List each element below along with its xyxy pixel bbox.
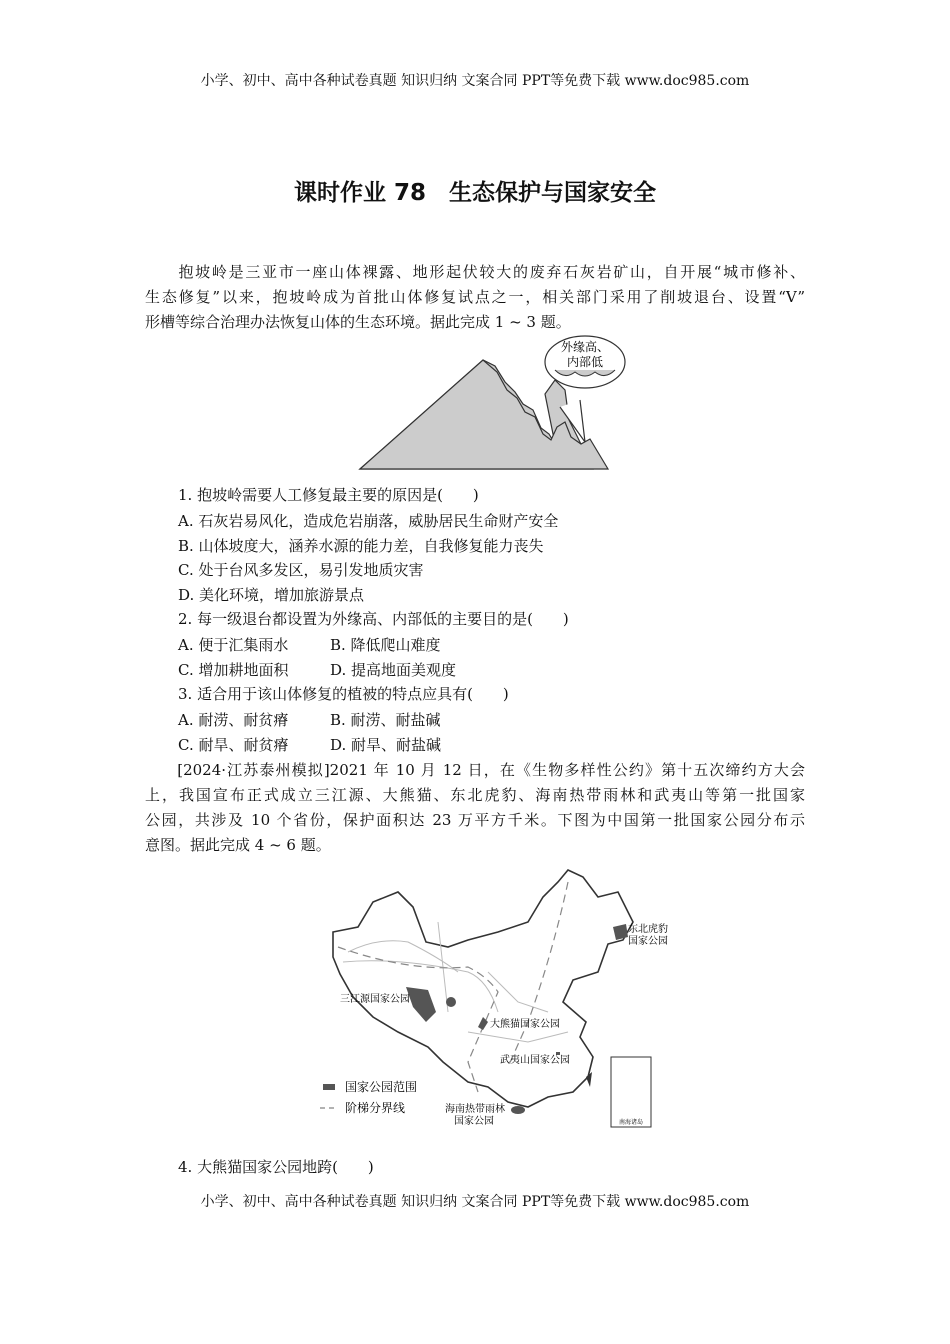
passage2-line: 上，我国宣布正式成立三江源、大熊猫、东北虎豹、海南热带雨林和武夷山等第一批国家 xyxy=(145,786,805,804)
option-row xyxy=(178,709,441,730)
option: C. 增加耕地面积 xyxy=(178,661,289,679)
question-1: 1. 抱坡岭需要人工修复最主要的原因是( ) xyxy=(178,486,479,504)
option: B. 山体坡度大，涵养水源的能力差，自我修复能力丧失 xyxy=(178,537,544,555)
china-national-parks-map xyxy=(318,862,693,1130)
passage2-line: 公园，共涉及 10 个省份，保护面积达 23 万平方千米。下图为中国第一批国家公园分布示 xyxy=(145,811,805,829)
option: A. 石灰岩易风化，造成危岩崩落，威胁居民生命财产安全 xyxy=(178,512,559,530)
map-label: 国家公园 xyxy=(628,936,668,947)
option-row xyxy=(178,659,456,680)
map-label: 三江源国家公园 xyxy=(340,994,410,1005)
passage2-line: 意图。据此完成 4 ~ 6 题。 xyxy=(145,836,331,854)
legend-park-swatch xyxy=(323,1084,335,1090)
option-row xyxy=(178,634,441,655)
legend-label: 阶梯分界线 xyxy=(345,1101,406,1115)
question-3: 3. 适合用于该山体修复的植被的特点应具有( ) xyxy=(178,685,509,703)
callout-label: 内部低 xyxy=(566,355,604,369)
passage1-line: 形槽等综合治理办法恢复山体的生态环境。据此完成 1 ~ 3 题。 xyxy=(145,313,571,331)
question-2: 2. 每一级退台都设置为外缘高、内部低的主要目的是( ) xyxy=(178,610,569,628)
option: B. 耐涝、耐盐碱 xyxy=(330,711,441,729)
mountain-figure xyxy=(355,332,635,474)
map-label: 海南热带雨林 xyxy=(445,1104,505,1115)
page-footer: 小学、初中、高中各种试卷真题 知识归纳 文案合同 PPT等免费下载 www.doc985.com xyxy=(200,1194,750,1210)
option: D. 美化环境，增加旅游景点 xyxy=(178,586,365,604)
option: D. 提高地面美观度 xyxy=(330,661,457,679)
option: A. 便于汇集雨水 xyxy=(178,636,289,654)
map-label: 武夷山国家公园 xyxy=(500,1055,570,1066)
legend-label: 国家公园范围 xyxy=(345,1080,418,1094)
option-row xyxy=(178,734,441,755)
passage1-line: 抱坡岭是三亚市一座山体裸露、地形起伏较大的废弃石灰岩矿山，自开展“城市修补、 xyxy=(145,263,805,281)
page-title: 课时作业 78 生态保护与国家安全 xyxy=(293,180,656,206)
option: B. 降低爬山难度 xyxy=(330,636,441,654)
option: A. 耐涝、耐贫瘠 xyxy=(178,711,289,729)
inset-label: 南海诸岛 xyxy=(618,1119,644,1126)
passage1-line: 生态修复”以来，抱坡岭成为首批山体修复试点之一，相关部门采用了削坡退台、设置“V” xyxy=(145,288,805,306)
passage2-line: [2024·江苏泰州模拟]2021 年 10 月 12 日，在《生物多样性公约》第十五次缔约方大会 xyxy=(145,761,805,779)
map-label: 国家公园 xyxy=(454,1116,494,1127)
option: D. 耐旱、耐盐碱 xyxy=(330,736,442,754)
callout-label: 外缘高、 xyxy=(560,340,610,354)
map-label: 大熊猫国家公园 xyxy=(490,1019,560,1030)
map-label: 东北虎豹 xyxy=(628,924,668,935)
option: C. 处于台风多发区，易引发地质灾害 xyxy=(178,561,424,579)
question-4: 4. 大熊猫国家公园地跨( ) xyxy=(178,1158,374,1176)
page-header: 小学、初中、高中各种试卷真题 知识归纳 文案合同 PPT等免费下载 www.doc985.com xyxy=(200,73,750,89)
option: C. 耐旱、耐贫瘠 xyxy=(178,736,289,754)
